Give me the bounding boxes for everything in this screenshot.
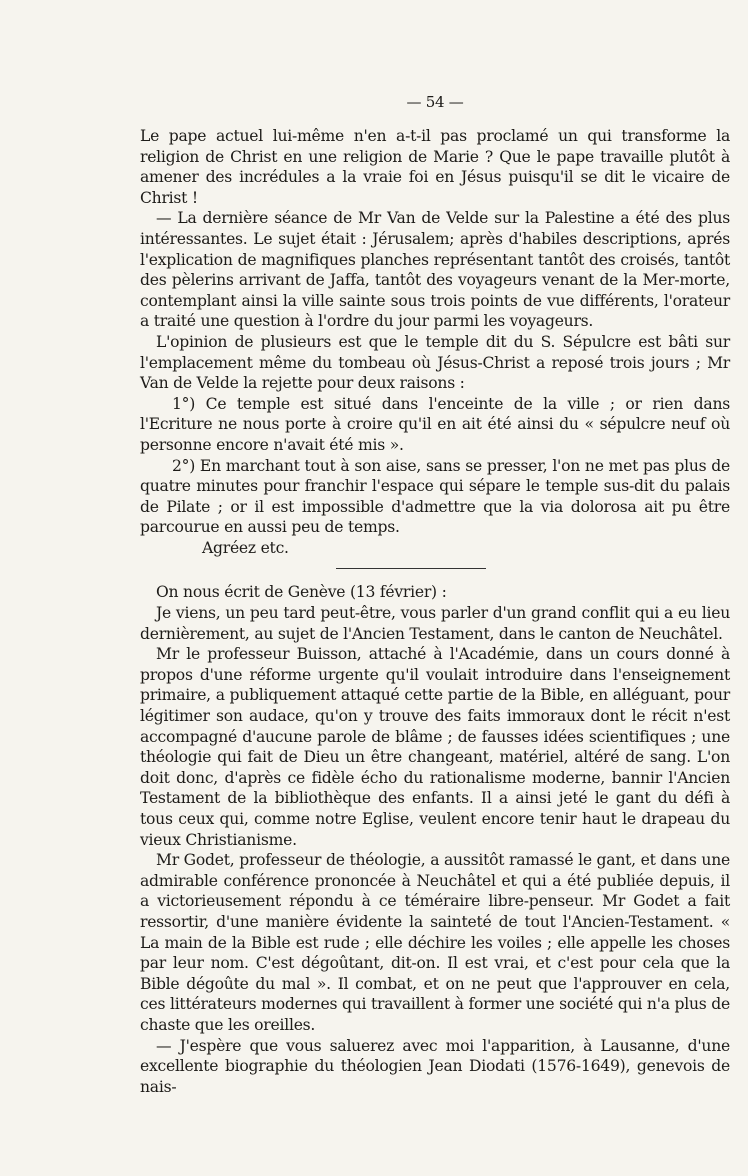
paragraph-buisson: Mr le professeur Buisson, attaché à l'Académie, dans un cours donné à propos d'une réforme urgente qu'il voulait introduire dans l'enseignement primaire, a publiquement attaqué cette partie de la Bible, en alléguant, pour légitimer son audace, qu'on y trouve des faits immoraux dont le récit n'est accompagné d'aucune parole de blâme ; de fausses idées scientifiques ; une théologie qui fait de Dieu un être changeant, matériel, altéré de sang. L'on doit donc, d'après ce fidèle écho du rationalisme moderne, bannir l'Ancien Testament de la bibliothèque des enfants. Il a ainsi jeté le gant du défi à tous ceux qui, comme notre Eglise, veulent encore tenir haut le drapeau du vieux Christianisme. <box>140 645 730 849</box>
paragraph-diodati: — J'espère que vous saluerez avec moi l'apparition, à Lausanne, d'une excellente biographie du théologien Jean Diodati (1576-1649), genevois de nais- <box>140 1036 730 1096</box>
paragraph-reason-one: 1°) Ce temple est situé dans l'enceinte de la ville ; or rien dans l'Ecriture ne nous porte à croire qu'il en ait été ainsi du « sépulcre neuf où personne encore n'avait été mis ». <box>140 394 730 454</box>
paragraph-godet: Mr Godet, professeur de théologie, a aussitôt ramassé le gant, et dans une admirable conférence prononcée à Neuchâtel et qui a été publiée depuis, il a victorieusement répondu à ce téméraire libre-penseur. Mr Godet a fait ressortir, d'une manière évidente la sainteté de tout l'Ancien-Testament. « La main de la Bible est rude ; elle déchire les voiles ; elle appelle les choses par leur nom. C'est dégoûtant, dit-on. Il est vrai, et c'est pour cela que la Bible dégoûte du mal ». Il combat, et on ne peut que l'approuver en cela, ces littérateurs modernes qui travaillent à former une société qui n'a plus de chaste que les oreilles. <box>140 851 730 1034</box>
paragraph-geneva-intro: On nous écrit de Genève (13 février) : <box>156 583 447 602</box>
page-number: — 54 — <box>406 93 464 111</box>
paragraph-van-de-velde: — La dernière séance de Mr Van de Velde sur la Palestine a été des plus intéressantes. Le sujet était : Jérusalem; après d'habiles descriptions, aprés l'explication de magnifiques planches représentant tantôt des croisés, tantôt des pèlerins arrivant de Jaffa, tantôt des voyageurs venant de la Mer-morte, contemplant ainsi la ville sainte sous trois points de vue différents, l'orateur a traité une question à l'ordre du jour parmi les voyageurs. <box>140 209 730 331</box>
closing-salutation: Agréez etc. <box>202 538 289 557</box>
paragraph-reason-two: 2°) En marchant tout à son aise, sans se presser, l'on ne met pas plus de quatre minutes pour franchir l'espace qui sépare le temple sus-dit du palais de Pilate ; or il est impossible d'admettre que la via dolorosa ait pu être parcourue en aussi peu de temps. <box>140 456 730 537</box>
paragraph-sepulcre-opinion: L'opinion de plusieurs est que le temple dit du S. Sépulcre est bâti sur l'emplacement même du tombeau où Jésus-Christ a reposé trois jours ; Mr Van de Velde la rejette pour deux raisons : <box>140 332 730 393</box>
section-divider <box>336 568 486 569</box>
paragraph-pope: Le pape actuel lui-même n'en a-t-il pas proclamé un qui transforme la religion de Christ en une religion de Marie ? Que le pape travaille plutôt à amener des incrédules a la vraie foi en Jésus puisqu'il se dit le vicaire de Christ ! <box>140 127 730 207</box>
document-page <box>140 92 730 1097</box>
paragraph-conflict: Je viens, un peu tard peut-être, vous parler d'un grand conflit qui a eu lieu dernièrement, au sujet de l'Ancien Testament, dans le canton de Neuchâtel. <box>140 604 730 643</box>
